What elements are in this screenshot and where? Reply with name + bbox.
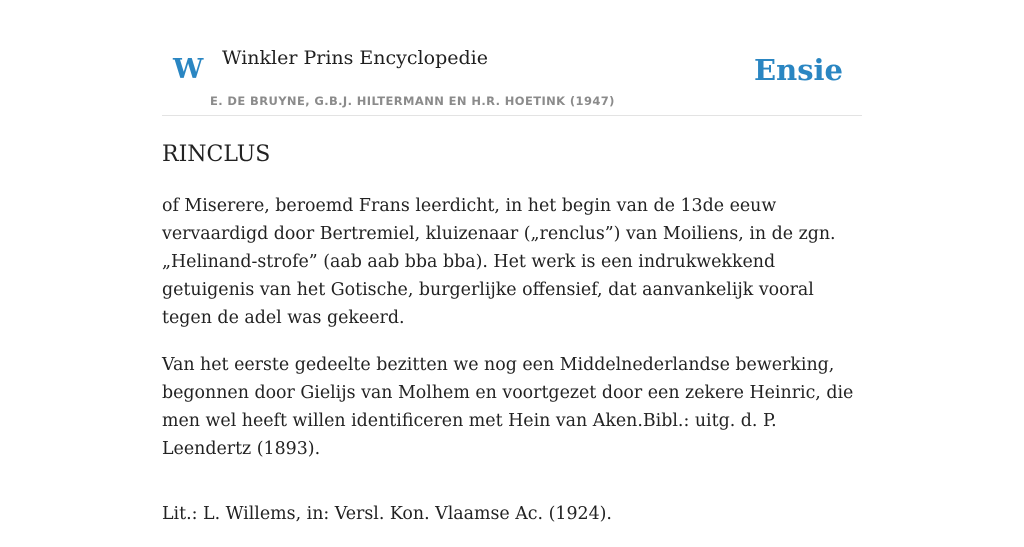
entry-literature: Lit.: L. Willems, in: Versl. Kon. Vlaamse Ac. (1924). [162, 504, 612, 524]
encyclopedia-header [162, 0, 862, 116]
encyclopedia-title[interactable]: Winkler Prins Encyclopedie [222, 47, 488, 69]
ensie-home-link[interactable]: Ensie [754, 53, 843, 87]
entry-body [162, 192, 862, 547]
article-page [162, 0, 862, 524]
encyclopedia-authors: E. DE BRUYNE, G.B.J. HILTERMANN EN H.R. HOETINK (1947) [210, 94, 615, 108]
winkler-prins-logo[interactable]: W [173, 54, 204, 85]
entry-paragraph: Van het eerste gedeelte bezitten we nog een Middelnederlandse bewerking, begonnen door Gielijs van Molhem en voortgezet door een zekere Heinric, die men wel heeft willen identificeren met Hein van Aken.Bibl.: uitg. d. P. Leendertz (1893). [162, 355, 854, 459]
entry-paragraph: of Miserere, beroemd Frans leerdicht, in het begin van de 13de eeuw vervaardigd door Bertremiel, kluizenaar („renclus”) van Moiliens, in de zgn. „Helinand-strofe” (aab aab bba bba). Het werk is een indrukwekkend getuigenis van het Gotische, burgerlijke offensief, dat aanvankelijk vooral tegen de adel was gekeerd. [162, 196, 836, 328]
entry-title: RINCLUS [162, 142, 271, 167]
